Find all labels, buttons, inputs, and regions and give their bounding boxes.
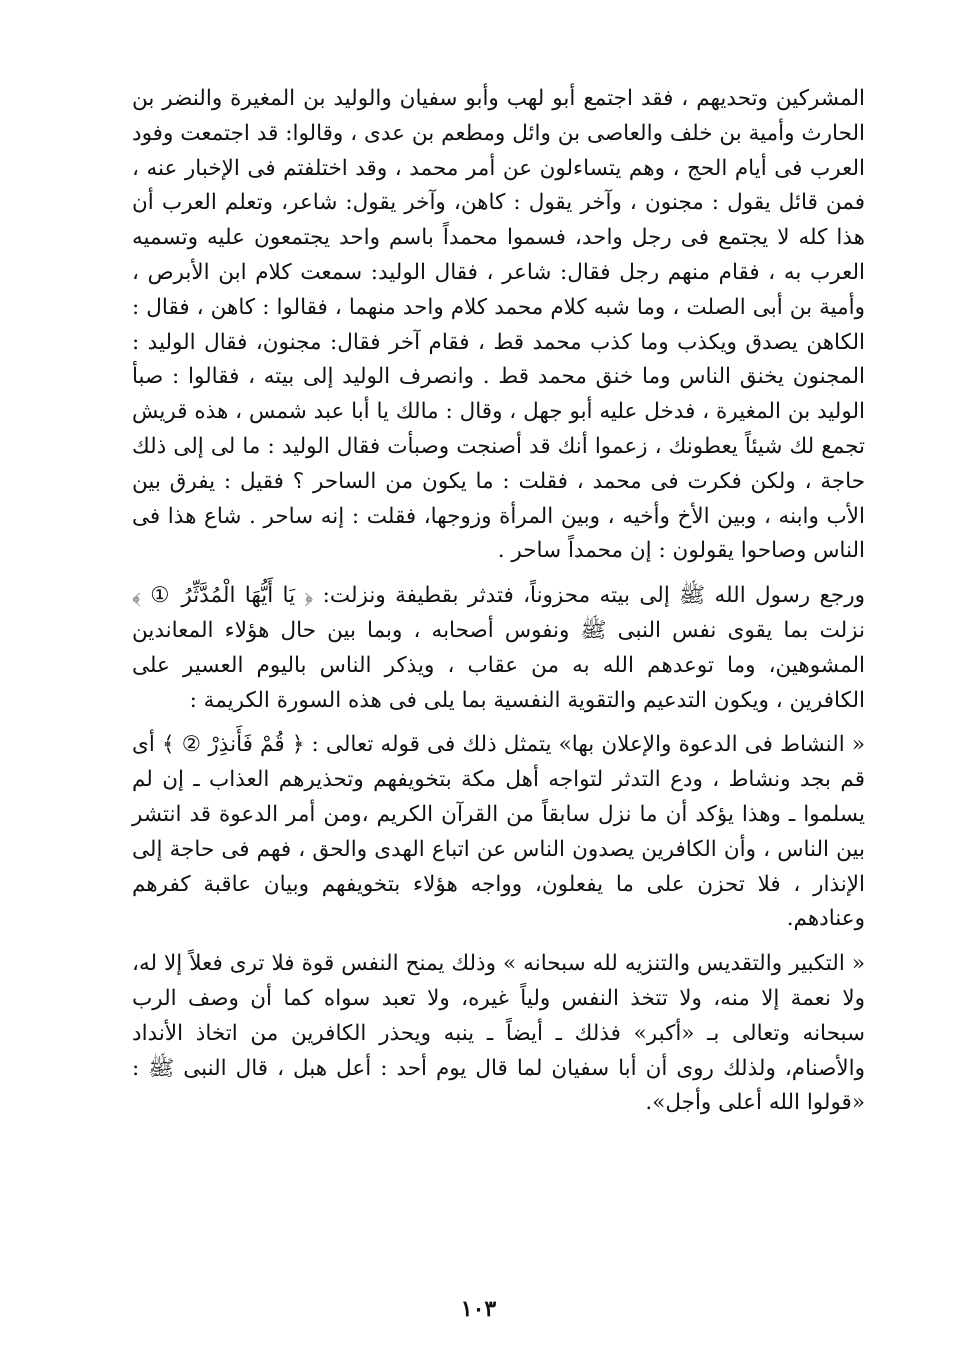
page-number: ١٠٣	[460, 1296, 497, 1322]
paragraph-activity-in-dawah: « النشاط فى الدعوة والإعلان بها» يتمثل ذلك فى قوله تعالى : ﴿ قُمْ فَأَنذِرْ ② ﴾ أى قم بجد ونشاط ، ودع التدثر لتواجه أهل مكة بتخويفهم وتحذيرهم العذاب ـ إن لم يسلموا ـ وهذا يؤكد أن ما نزل سابقاً من القرآن الكريم ،ومن أمر الدعوة قد انتشر بين الناس ، وأن الكافرين يصدون الناس عن اتباع الهدى والحق ، فهم فى حاجة إلى الإنذار ، فلا تحزن على ما يفعلون، وواجه هؤلاء بتخويفهم وبيان عاقبة كفرهم وعنادهم.	[132, 732, 865, 932]
paragraph-takbir-glorification: « التكبير والتقديس والتنزيه لله سبحانه » وذلك يمنح النفس قوة فلا ترى فعلاً إلا له، ولا نعمة إلا منه، ولا تتخذ النفس ولياً غيره، ولا تعبد سواه كما أن وصف الرب سبحانه وتعالى بـ «أكبر» فذلك ـ أيضاً ـ ينبه ويحذر الكافرين من اتخاذ الأنداد والأصنام، ولذلك روى أن أبا سفيان لما قال يوم أحد : أعل هبل ، قال النبى ﷺ : «قولوا الله أعلى وأجل».	[132, 951, 865, 1116]
paragraph-muddaththir-revelation: ورجع رسول الله ﷺ إلى بيته محزوناً، فتدثر بقطيفة ونزلت: ﴿ يَا أَيُّهَا الْمُدَّثِّرُ ① ﴾ نزلت بما يقوى نفس النبى ﷺ ونفوس أصحابه ، وبما بين حال هؤلاء المعاندين المشوهين، وما توعدهم الله به من عقاب ، ويذكر الناس باليوم العسير على الكافرين ، ويكون التدعيم والتقوية النفسية بما يلى فى هذه السورة الكريمة :	[132, 583, 865, 713]
body-text	[132, 82, 865, 1121]
paragraph-quraysh-meeting: المشركين وتحديهم ، فقد اجتمع أبو لهب وأبو سفيان والوليد بن المغيرة والنضر بن الحارث وأمية بن خلف والعاصى بن وائل ومطعم بن عدى ، وقالوا: قد اجتمعت وفود العرب فى أيام الحج ، وهم يتساءلون عن أمر محمد ، وقد اختلفتم فى الإخبار عنه ، فمن قائل يقول : مجنون ، وآخر يقول : كاهن، وآخر يقول: شاعر، وتعلم العرب أن هذا كله لا يجتمع فى رجل واحد، فسموا محمداً باسم واحد يجتمعون عليه وتسميه العرب به ، فقام منهم رجل فقال: شاعر ، فقال الوليد: سمعت كلام ابن الأبرص ، وأمية بن أبى الصلت ، وما شبه كلام محمد كلام واحد منهما ، فقالوا : كاهن ، فقال : الكاهن يصدق ويكذب وما كذب محمد قط ، فقام آخر فقال: مجنون، فقال الوليد : المجنون يخنق الناس وما خنق محمد قط . وانصرف الوليد إلى بيته ، فقالوا : صبأ الوليد بن المغيرة ، فدخل عليه أبو جهل ، وقال : مالك يا أبا عبد شمس ، هذه قريش تجمع لك شيئاً يعطونك ، زعموا أنك قد أصنجت وصبأت فقال الوليد : ما لى إلى ذلك حاجة ، ولكن فكرت فى محمد ، فقلت : ما يكون من الساحر ؟ فقيل : يفرق بين الأب وابنه ، وبين الأخ وأخيه ، وبين المرأة وزوجها، فقلت : إنه ساحر . شاع هذا فى الناس وصاحوا يقولون : إن محمداً ساحر .	[132, 86, 865, 564]
